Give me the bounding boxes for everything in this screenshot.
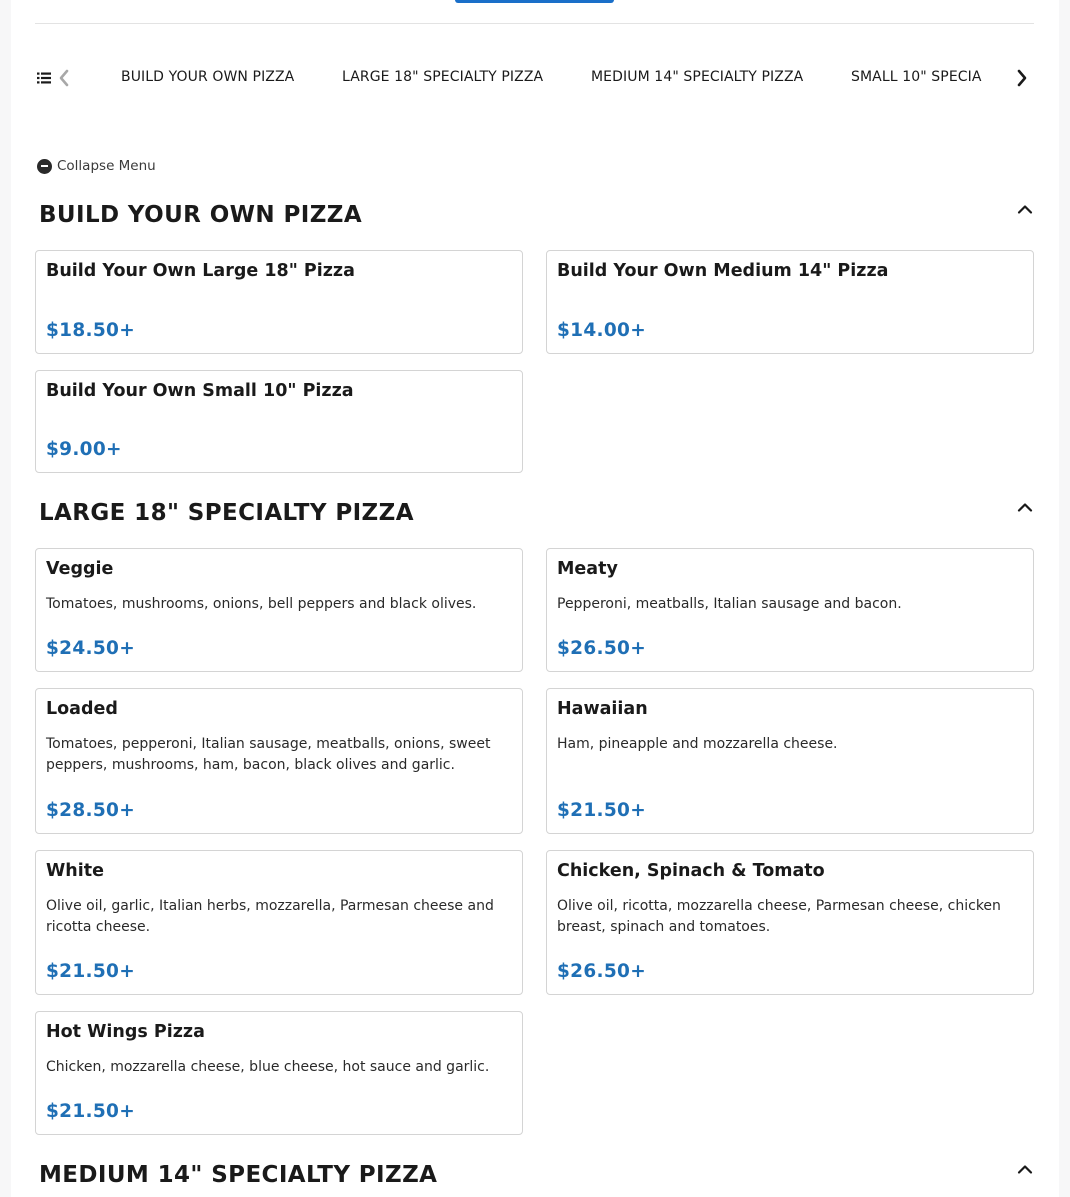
item-name: Hawaiian — [557, 699, 648, 719]
category-nav — [35, 56, 1034, 100]
tab-build-your-own-pizza[interactable]: BUILD YOUR OWN PIZZA — [121, 69, 295, 85]
item-description: Chicken, mozzarella cheese, blue cheese, hot sauce and garlic. — [46, 1059, 490, 1075]
item-description: Olive oil, garlic, Italian herbs, mozzarella, Parmesan cheese and ricotta cheese. — [46, 898, 494, 935]
item-description: Ham, pineapple and mozzarella cheese. — [557, 736, 838, 752]
item-name: Hot Wings Pizza — [46, 1022, 205, 1042]
item-description: Pepperoni, meatballs, Italian sausage and bacon. — [557, 596, 902, 612]
top-action-button[interactable] — [455, 0, 614, 3]
menu-item-card[interactable] — [35, 250, 523, 354]
chevron-right-icon[interactable] — [1015, 68, 1029, 88]
tab-medium-specialty-pizza[interactable]: MEDIUM 14" SPECIALTY PIZZA — [591, 69, 804, 85]
collapse-menu-button[interactable] — [37, 157, 156, 175]
tab-small-specialty-pizza[interactable]: SMALL 10" SPECIA — [851, 69, 982, 85]
item-price: $9.00+ — [46, 439, 122, 460]
item-price: $18.50+ — [46, 320, 135, 341]
menu-item-card[interactable] — [35, 850, 523, 995]
item-price: $24.50+ — [46, 638, 135, 659]
item-description: Tomatoes, mushrooms, onions, bell peppers and black olives. — [46, 596, 477, 612]
menu-item-card[interactable] — [35, 1011, 523, 1135]
item-name: Veggie — [46, 559, 114, 579]
chevron-up-icon[interactable] — [1017, 203, 1033, 215]
section-title: BUILD YOUR OWN PIZZA — [39, 202, 363, 228]
item-price: $14.00+ — [557, 320, 646, 341]
tab-large-specialty-pizza[interactable]: LARGE 18" SPECIALTY PIZZA — [342, 69, 544, 85]
menu-item-card[interactable] — [35, 548, 523, 672]
menu-item-card[interactable] — [546, 250, 1034, 354]
item-name: White — [46, 861, 104, 881]
item-price: $28.50+ — [46, 800, 135, 821]
chevron-left-icon[interactable] — [57, 68, 71, 88]
item-price: $26.50+ — [557, 961, 646, 982]
item-price: $26.50+ — [557, 638, 646, 659]
chevron-up-icon[interactable] — [1017, 1163, 1033, 1175]
item-price: $21.50+ — [46, 961, 135, 982]
item-name: Chicken, Spinach & Tomato — [557, 861, 825, 881]
list-icon[interactable] — [37, 71, 51, 85]
divider — [35, 23, 1034, 24]
item-name: Meaty — [557, 559, 618, 579]
item-description: Olive oil, ricotta, mozzarella cheese, Parmesan cheese, chicken breast, spinach and tomatoes. — [557, 898, 1001, 935]
item-price: $21.50+ — [46, 1101, 135, 1122]
category-tabs — [99, 56, 997, 100]
item-name: Build Your Own Small 10" Pizza — [46, 381, 354, 401]
collapse-menu-label: Collapse Menu — [57, 158, 156, 174]
menu-item-card[interactable] — [35, 688, 523, 834]
section-title: MEDIUM 14" SPECIALTY PIZZA — [39, 1162, 438, 1188]
minus-circle-icon — [37, 159, 52, 174]
menu-item-card[interactable] — [546, 548, 1034, 672]
chevron-up-icon[interactable] — [1017, 501, 1033, 513]
item-description: Tomatoes, pepperoni, Italian sausage, meatballs, onions, sweet peppers, mushrooms, ham, bacon, black olives and garlic. — [46, 736, 491, 773]
menu-item-card[interactable] — [35, 370, 523, 473]
section-title: LARGE 18" SPECIALTY PIZZA — [39, 500, 414, 526]
item-name: Build Your Own Large 18" Pizza — [46, 261, 355, 281]
menu-item-card[interactable] — [546, 688, 1034, 834]
item-name: Build Your Own Medium 14" Pizza — [557, 261, 889, 281]
item-price: $21.50+ — [557, 800, 646, 821]
menu-item-card[interactable] — [546, 850, 1034, 995]
item-name: Loaded — [46, 699, 118, 719]
